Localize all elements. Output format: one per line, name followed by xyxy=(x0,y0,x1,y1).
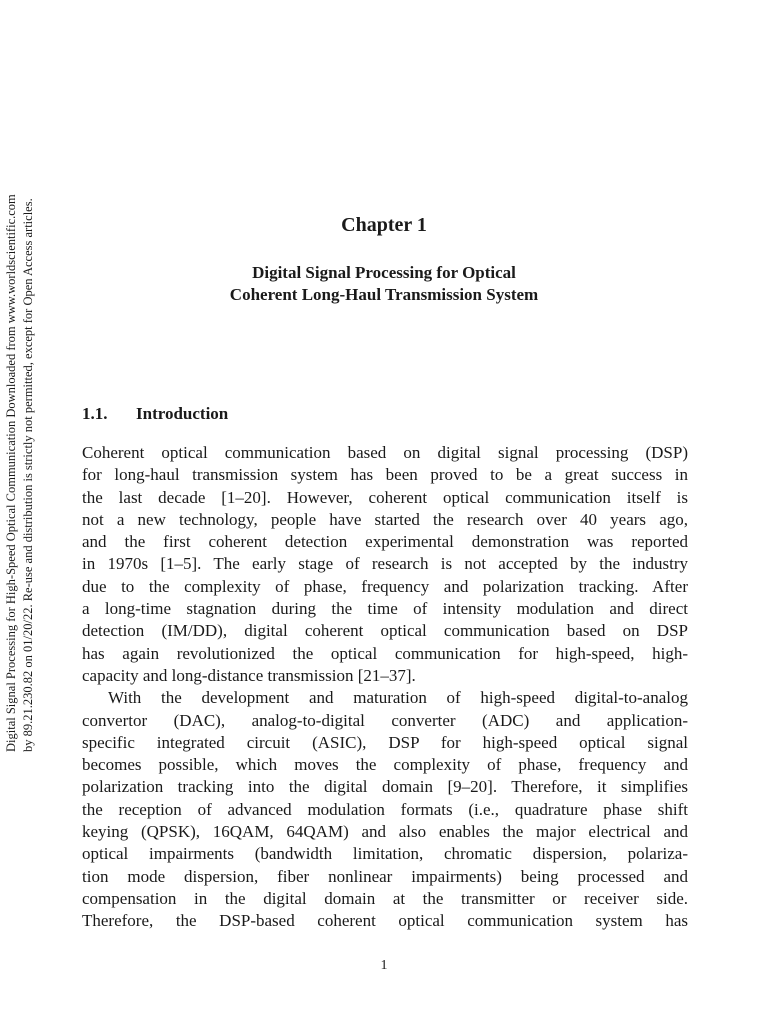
download-notice-line2: by 89.21.230.82 on 01/20/22. Re-use and distribution is strictly not permitted, except for Open Access articles. xyxy=(21,198,35,752)
text-line: a long-time stagnation during the time of intensity modulation and direct xyxy=(82,599,688,619)
text-line: the reception of advanced modulation formats (i.e., quadrature phase shift xyxy=(82,799,688,819)
paragraph-1 xyxy=(82,442,688,687)
chapter-title xyxy=(0,262,768,306)
text-line: With the development and maturation of high-speed digital-to-analog xyxy=(108,688,688,708)
text-line: optical impairments (bandwidth limitation, chromatic dispersion, polariza- xyxy=(82,844,688,864)
text-line: Therefore, the DSP-based coherent optical communication system has xyxy=(82,911,688,931)
text-line: due to the complexity of phase, frequency and polarization tracking. After xyxy=(82,576,688,596)
text-line: not a new technology, people have started the research over 40 years ago, xyxy=(82,509,688,529)
text-line: polarization tracking into the digital domain [9–20]. Therefore, it simplifies xyxy=(82,777,688,797)
text-line: convertor (DAC), analog-to-digital converter (ADC) and application- xyxy=(82,710,688,730)
text-line: for long-haul transmission system has been proved to be a great success in xyxy=(82,465,688,485)
text-line: becomes possible, which moves the complexity of phase, frequency and xyxy=(82,755,688,775)
chapter-title-line2: Coherent Long-Haul Transmission System xyxy=(229,285,539,304)
text-line: capacity and long-distance transmission [21–37]. xyxy=(82,665,416,685)
text-line: the last decade [1–20]. However, coherent optical communication itself is xyxy=(82,487,688,507)
text-line: Coherent optical communication based on digital signal processing (DSP) xyxy=(82,443,688,462)
text-line: compensation in the digital domain at the transmitter or receiver side. xyxy=(82,888,688,908)
chapter-title-line1: Digital Signal Processing for Optical xyxy=(252,263,516,282)
section-heading xyxy=(82,403,228,425)
download-notice-line1: Digital Signal Processing for High-Speed Optical Communication Downloaded from www.worldscientific.com xyxy=(4,194,18,752)
section-title: Introduction xyxy=(136,404,229,423)
text-line: keying (QPSK), 16QAM, 64QAM) and also enables the major electrical and xyxy=(82,822,688,842)
text-line: detection (IM/DD), digital coherent optical communication based on DSP xyxy=(82,621,688,641)
body-text xyxy=(82,442,688,933)
text-line: tion mode dispersion, fiber nonlinear impairments) being processed and xyxy=(82,866,688,886)
paragraph-2 xyxy=(82,687,688,932)
section-number: 1.1. xyxy=(82,404,108,423)
text-line: specific integrated circuit (ASIC), DSP for high-speed optical signal xyxy=(82,732,688,752)
page-number: 1 xyxy=(380,958,388,973)
text-line: in 1970s [1–5]. The early stage of research is not accepted by the industry xyxy=(82,554,688,574)
chapter-label: Chapter 1 xyxy=(341,214,427,236)
text-line: and the first coherent detection experimental demonstration was reported xyxy=(82,532,688,552)
text-line: has again revolutionized the optical communication for high-speed, high- xyxy=(82,643,688,663)
